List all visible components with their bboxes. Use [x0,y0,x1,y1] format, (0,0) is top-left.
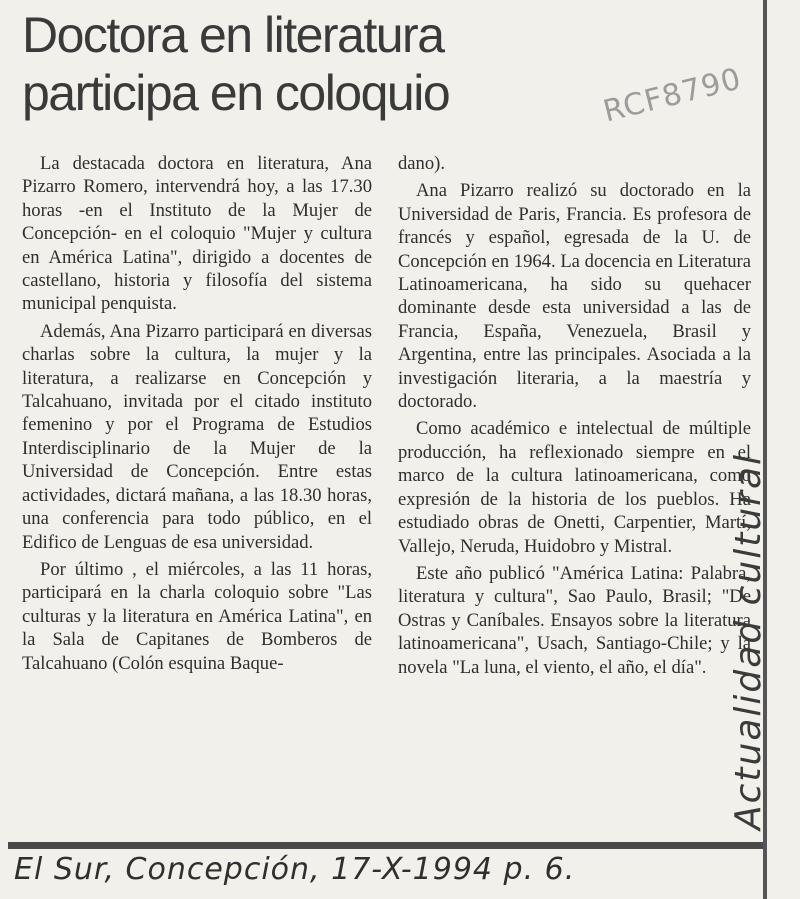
paragraph: Como académico e intelectual de múltiple producción, ha reflexionado siempre en el marco de la cultura latinoamericana, como expresión de la historia de los pueblos. Ha estudiado obras de Onetti, Carpentier, Martí, Vallejo, Neruda, Huidobro y Mistral. [398,418,751,557]
paragraph: Ana Pizarro realizó su doctorado en la Universidad de Paris, Francia. Es profesora de francés y español, egresada de la U. de Concepción en 1964. La docencia en Literatura Latinoamericana, ha sido su quehacer dominante desde esta universidad a las de Francia, España, Venezuela, Brasil y Argentina, entre las principales. Asociada a la investigación literaria, a la maestría y doctorado. [398,180,751,413]
paragraph: La destacada doctora en literatura, Ana Pizarro Romero, intervendrá hoy, a las 17.30 horas -en el Instituto de la Mujer de Concepción- en el coloquio "Mujer y cultura en América Latina", dirigido a docentes de castellano, historia y filosofía del sistema municipal penquista. [22,153,372,315]
article-column-1 [22,152,372,679]
footer-rule [8,842,763,849]
archive-stamp: RCF8790 [599,61,746,130]
paragraph-continuation: dano). [398,153,445,174]
paragraph: Por último , el miércoles, a las 11 horas, participará en la charla coloquio sobre "Las culturas y la literatura en América Latina", en la Sala de Capitanes de Bomberos de Talcahuano (Colón esquina Baque- [22,558,372,674]
paragraph: Además, Ana Pizarro participará en diversas charlas sobre la cultura, la mujer y la literatura, a realizarse en Concepción y Talcahuano, invitada por el citado instituto femenino y por el Programa de Estudios Interdisciplinario de la Mujer de la Universidad de Concepción. Entre estas actividades, dictará mañana, a las 18.30 horas, una conferencia para todo público, en el Edifico de Lenguas de esa universidad. [22,320,372,553]
handwritten-section-label: Actualidad cultural [728,452,769,830]
headline-line-2: participa en coloquio [22,65,450,121]
article-column-2 [398,152,751,683]
handwritten-source-caption: El Sur, Concepción, 17-X-1994 p. 6. [14,852,576,887]
paragraph: Este año publicó "América Latina: Palabra, literatura y cultura", Sao Paulo, Brasil; "De Ostras y Caníbales. Ensayos sobre la literatura latinoamericana", Usach, Santiago-Chile; y la novela "La luna, el viento, el año, el día". [398,562,751,678]
headline-line-1: Doctora en literatura [22,7,444,63]
